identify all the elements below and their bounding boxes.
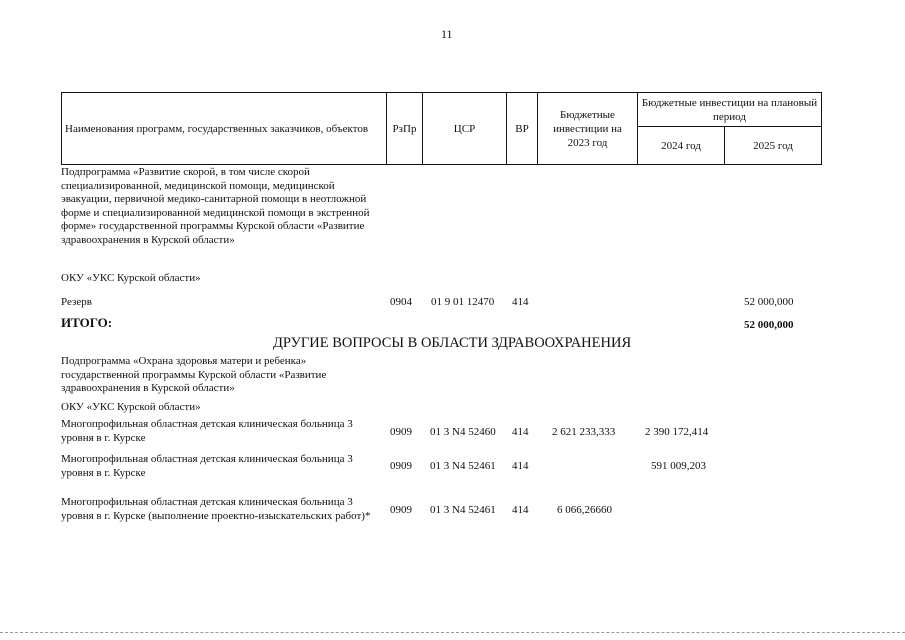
table-row-rzpr: 0909 [390,460,412,472]
row-reserve-2025: 52 000,000 [744,296,794,308]
header-budget-2023-line2: инвестиции на [553,122,622,135]
header-budget-2023-line1: Бюджетные [560,108,615,121]
table-header [61,92,822,165]
table-row-2023: 2 621 233,333 [552,426,616,438]
row-name-line: уровня в г. Курске [61,466,146,479]
table-row-csr: 01 3 N4 52461 [430,460,496,472]
header-name-column: Наименования программ, государственных заказчиков, объектов [62,93,387,165]
table-row-2023: 6 066,26660 [557,504,612,516]
section-title: ДРУГИЕ ВОПРОСЫ В ОБЛАСТИ ЗДРАВООХРАНЕНИЯ [273,335,632,351]
row-name-line: уровня в г. Курске [61,431,146,444]
row-reserve-csr: 01 9 01 12470 [431,296,495,308]
row-name-line: уровня в г. Курске (выполнение проектно-изыскательских работ)* [61,509,371,522]
row-name-line: Многопрофильная областная детская клиническая больница 3 [61,418,353,430]
header-planned-line2: период [713,110,746,123]
page-number: 11 [441,27,453,41]
table-row-name [61,453,353,480]
total-value: 52 000,000 [744,319,794,331]
row-reserve-name: Резерв [61,296,92,308]
subprogram-title [61,166,370,247]
subprogram-line: здравоохранения в Курской области» [61,233,235,246]
subprogram-line: государственной программы Курской области «Развитие [61,368,327,381]
header-year-2025: 2025 год [725,127,822,165]
header-rzpr-column: РзПр [387,93,423,165]
subprogram-line: форме и специализированной медицинской помощи в экстренной [61,206,370,219]
total-label: ИТОГО: [61,315,113,330]
header-budget-2023-column [538,93,638,165]
table-row-rzpr: 0909 [390,426,412,438]
table-row-vr: 414 [512,460,529,472]
header-year-2024: 2024 год [638,127,725,165]
scan-edge-line [0,632,905,633]
table-row-vr: 414 [512,504,529,516]
table-row-name [61,496,370,523]
table-row-vr: 414 [512,426,529,438]
row-name-line: Многопрофильная областная детская клиническая больница 3 [61,453,353,465]
subprogram-line: здравоохранения в Курской области» [61,382,235,394]
table-row-csr: 01 3 N4 52460 [430,426,496,438]
subprogram-title [61,355,326,396]
customer-name: ОКУ «УКС Курской области» [61,401,201,413]
table-row-rzpr: 0909 [390,504,412,516]
table-row-name [61,418,353,445]
header-vr-column: ВР [507,93,538,165]
subprogram-line: эвакуации, первичной медико-санитарной помощи в неотложной [61,193,367,205]
row-reserve-vr: 414 [512,296,529,308]
subprogram-line: Подпрограмма «Охрана здоровья матери и ребенка» [61,355,307,367]
table-row-2024: 2 390 172,414 [645,426,709,438]
table-row-2024: 591 009,203 [651,460,706,472]
row-reserve-rzpr: 0904 [390,296,412,308]
subprogram-line: специализированной, медицинской помощи, медицинской [61,179,335,192]
subprogram-line: Подпрограмма «Развитие скорой, в том числе скорой [61,166,310,178]
customer-name: ОКУ «УКС Курской области» [61,272,201,284]
header-budget-2023-line3: 2023 год [567,136,608,149]
row-name-line: Многопрофильная областная детская клиническая больница 3 [61,496,353,508]
header-planned-period [638,93,822,127]
table-row-csr: 01 3 N4 52461 [430,504,496,516]
subprogram-line: форме» государственной программы Курской области «Развитие [61,220,365,232]
header-planned-line1: Бюджетные инвестиции на плановый [641,96,818,109]
header-csr-column: ЦСР [423,93,507,165]
